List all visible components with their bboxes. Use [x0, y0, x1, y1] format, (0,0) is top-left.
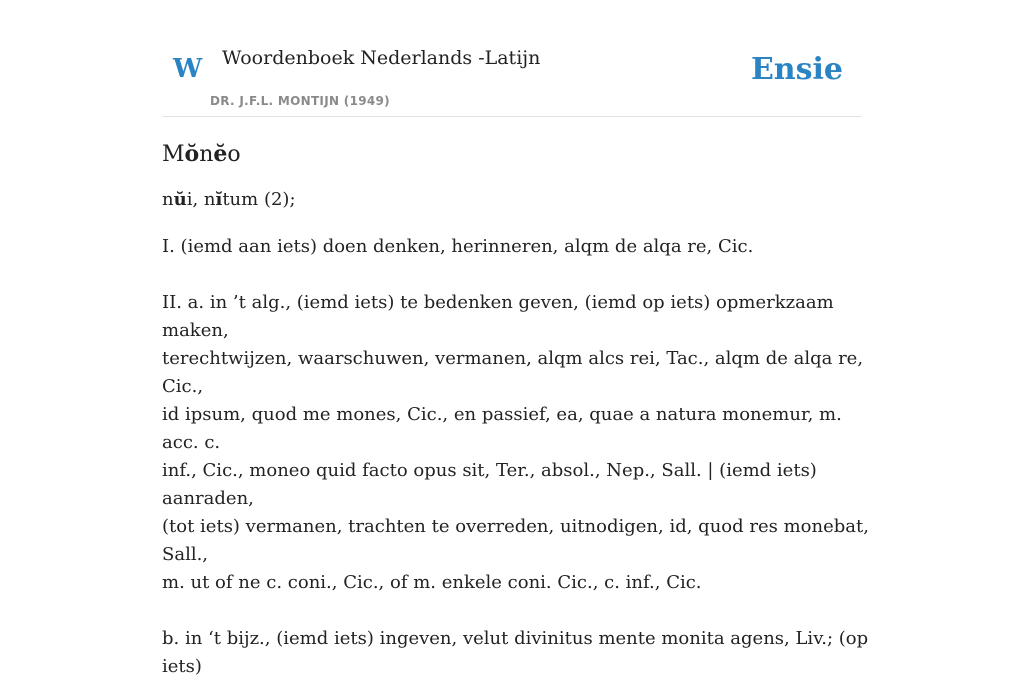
headword-part: o [227, 142, 241, 167]
entry-principal-parts [162, 186, 882, 214]
headword-part: M [162, 142, 185, 167]
ensie-logo[interactable]: Ensie [750, 52, 843, 87]
forms-part: n [162, 189, 174, 210]
dictionary-entry [162, 136, 882, 681]
headword-quantity-mark: ŏ [184, 141, 200, 167]
entry-definition-3: b. in ‘t bijz., (iemd iets) ingeven, velut divinitus mente monita agens, Liv.; (op iets) [162, 628, 869, 677]
forms-part: tum (2); [222, 189, 296, 210]
forms-quantity-mark: ŭ [173, 189, 187, 210]
entry-definition-2: II. a. in ’t alg., (iemd iets) te bedenken geven, (iemd op iets) opmerkzaam maken, terechtwijzen, waarschuwen, vermanen, alqm alcs rei, Tac., alqm de alqa re, Cic., id ipsum, quod me mones, Cic., en passief, ea, quae a natura monemur, m. acc. c. inf., Cic., moneo quid facto opus sit, Ter., absol., Nep., Sall. | (iemd iets) aanraden, (tot iets) vermanen, trachten te overreden, uitnodigen, id, quod res monebat, Sall., m. ut of ne c. coni., Cic., of m. enkele coni. Cic., c. inf., Cic. [162, 292, 869, 593]
book-title[interactable]: Woordenboek Nederlands -Latijn [222, 47, 541, 69]
headword-quantity-mark: ĕ [213, 141, 228, 167]
forms-part: i, n [186, 189, 216, 210]
woordenboek-logo-icon[interactable]: W [173, 54, 203, 84]
entry-definition-1: I. (iemd aan iets) doen denken, herinneren, alqm de alqa re, Cic. [162, 236, 754, 257]
dictionary-header [162, 40, 862, 117]
headword-part: n [199, 142, 214, 167]
book-author: DR. J.F.L. MONTIJN (1949) [210, 94, 390, 108]
entry-headword [162, 136, 882, 173]
forms-quantity-mark: ĭ [215, 189, 223, 210]
